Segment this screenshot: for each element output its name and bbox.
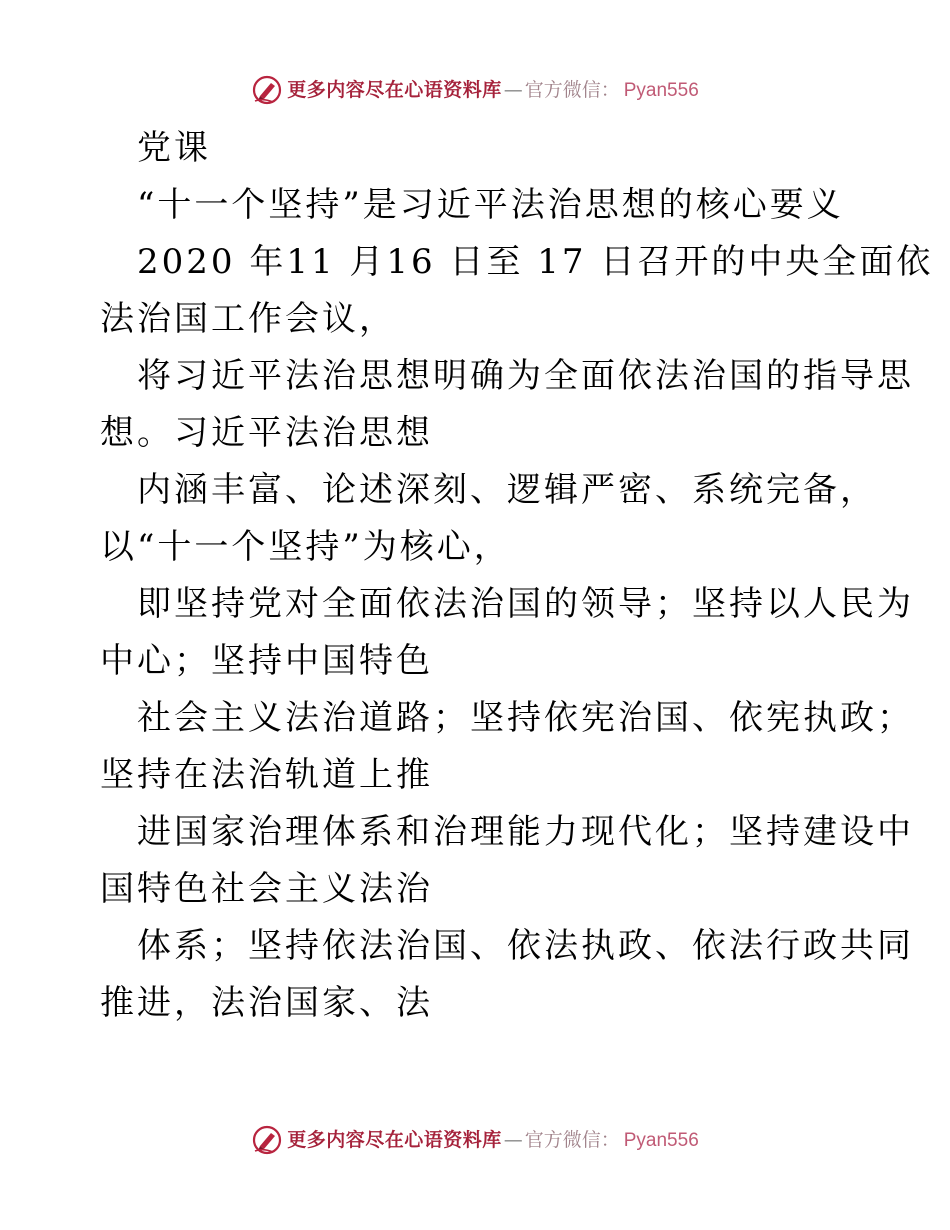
pen-logo-icon — [251, 1124, 283, 1156]
paragraph-line: 法治国工作会议， — [100, 299, 396, 339]
paragraph — [100, 690, 914, 804]
paragraph-line: 社会主义法治道路；坚持依宪治国、依宪执政； — [137, 698, 914, 738]
paragraph-line: 进国家治理体系和治理能力现代化；坚持建设中 — [137, 812, 914, 852]
paragraph — [100, 576, 914, 690]
paragraph — [100, 348, 914, 462]
paragraph-line: 中心；坚持中国特色 — [100, 641, 433, 681]
footer-banner — [0, 1120, 950, 1160]
paragraph-line: 以“十一个坚持”为核心， — [100, 527, 511, 567]
document-category: 党课 — [137, 128, 211, 168]
paragraph — [100, 804, 914, 918]
paragraph — [100, 918, 914, 1032]
banner-separator: — — [503, 1128, 523, 1151]
paragraph-line: 坚持在法治轨道上推 — [100, 755, 433, 795]
paragraph-line: 内涵丰富、论述深刻、逻辑严密、系统完备， — [137, 470, 877, 510]
paragraph-line: 2020 年11 月16 日至 17 日召开的中央全面依 — [137, 242, 934, 282]
paragraph-line: 体系；坚持依法治国、依法执政、依法行政共同 — [137, 926, 914, 966]
paragraph-line: 国特色社会主义法治 — [100, 869, 433, 909]
paragraph-line: 想。习近平法治思想 — [100, 413, 433, 453]
banner-separator: — — [503, 78, 523, 101]
paragraph-line: 将习近平法治思想明确为全面依法治国的指导思 — [137, 356, 914, 396]
document-title: “十一个坚持”是习近平法治思想的核心要义 — [137, 185, 844, 225]
banner-wechat-label: 官方微信： — [524, 1128, 620, 1151]
pen-logo-icon — [251, 74, 283, 106]
paragraph-line: 即坚持党对全面依法治国的领导；坚持以人民为 — [137, 584, 914, 624]
paragraph — [100, 462, 877, 576]
banner-text: 更多内容尽在心语资料库 — [287, 78, 502, 101]
banner-text: 更多内容尽在心语资料库 — [287, 1128, 502, 1151]
paragraph-line: 推进，法治国家、法 — [100, 983, 433, 1023]
banner-wechat-id: Pyan556 — [623, 79, 699, 101]
banner-wechat-id: Pyan556 — [623, 1129, 699, 1151]
document-body — [100, 120, 934, 1032]
header-banner — [0, 70, 950, 110]
paragraph — [100, 234, 934, 348]
banner-wechat-label: 官方微信： — [524, 78, 620, 101]
